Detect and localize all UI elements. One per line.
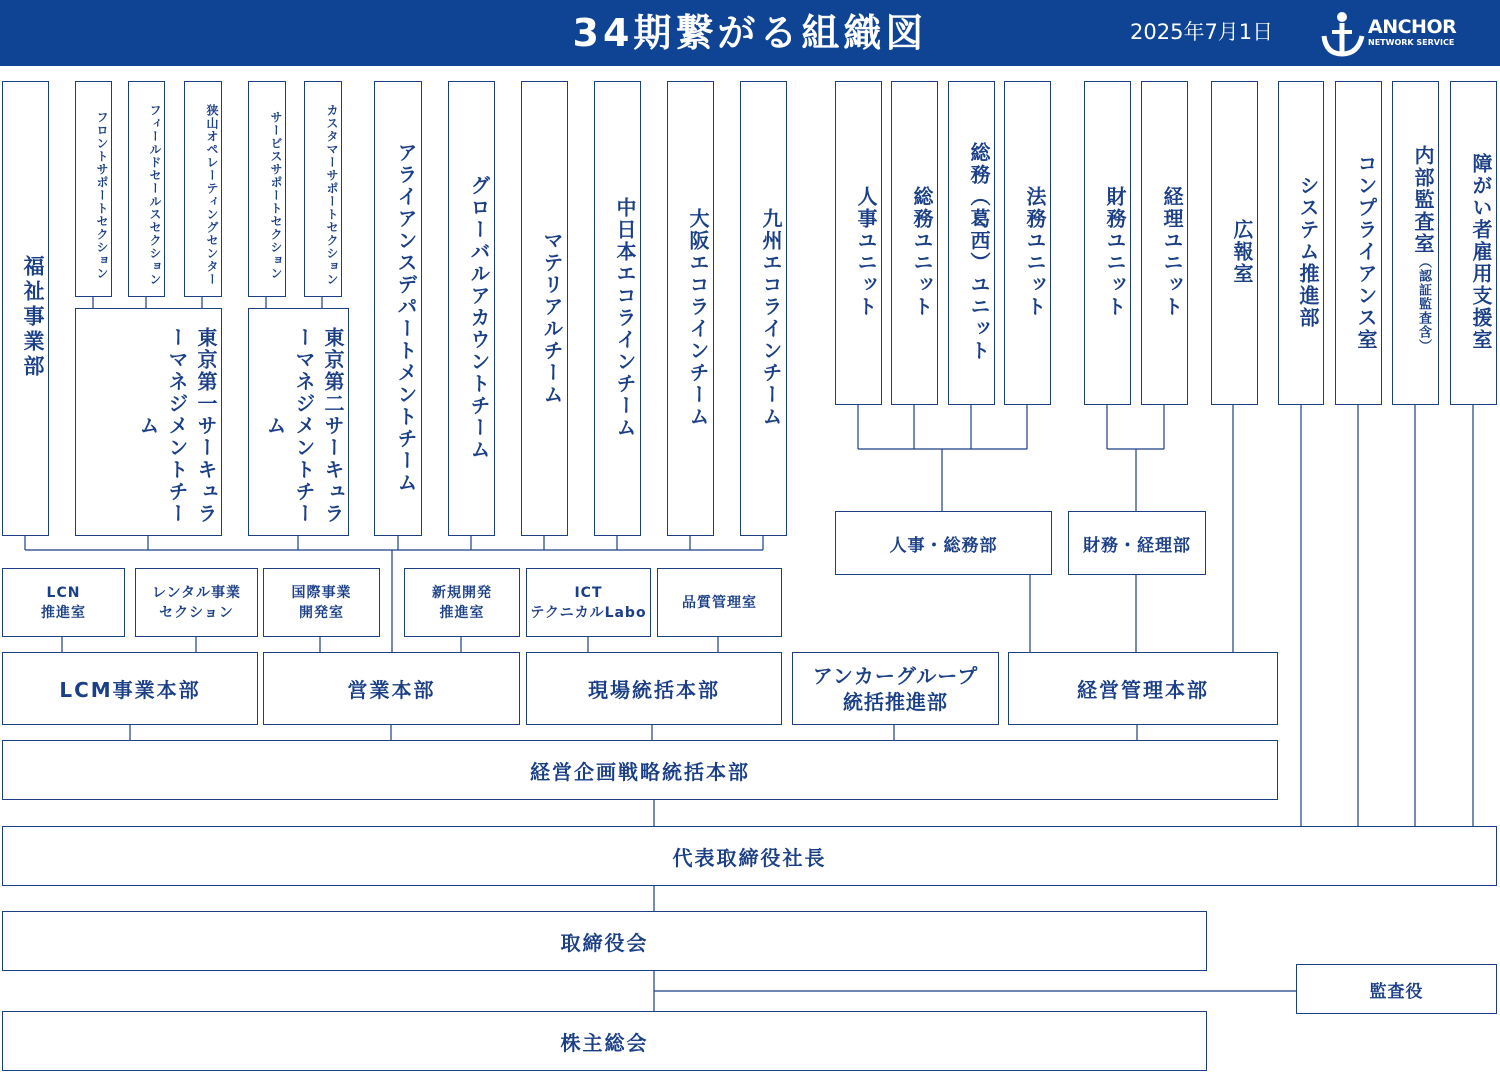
board-box: 取締役会 xyxy=(2,911,1207,971)
dept-zaimu-keiri: 財務・経理部 xyxy=(1068,511,1206,575)
unit-field-sales: フィールドセールスセクション xyxy=(128,81,165,297)
dept-rental: レンタル事業 セクション xyxy=(135,568,258,637)
division-keiei-kanri: 経営管理本部 xyxy=(1008,652,1278,725)
unit-internal-audit: 内部監査室︵認証監査含︶ xyxy=(1392,81,1439,405)
division-eigyo: 営業本部 xyxy=(263,652,520,725)
dept-shinki: 新規開発 推進室 xyxy=(404,568,520,637)
unit-alliance: アライアンスデパートメントチーム xyxy=(374,81,422,536)
unit-kyushu: 九州エコラインチーム xyxy=(740,81,787,536)
unit-jinji: 人事ユニット xyxy=(835,81,882,405)
shareholders-box: 株主総会 xyxy=(2,1011,1207,1071)
logo-word: ANCHOR xyxy=(1368,16,1457,38)
unit-disability: 障がい者雇用支援室 xyxy=(1450,81,1497,405)
dept-jinji-somu: 人事・総務部 xyxy=(835,511,1052,575)
unit-front-support: フロントサポートセクション xyxy=(75,81,112,297)
unit-system: システム推進部 xyxy=(1278,81,1324,405)
dept-kokusai: 国際事業 開発室 xyxy=(263,568,380,637)
unit-fukushi: 福祉事業部 xyxy=(2,81,49,536)
unit-customer-support: カスタマーサポートセクション xyxy=(304,81,342,297)
unit-kouhou: 広報室 xyxy=(1211,81,1258,405)
unit-keiri: 経理ユニット xyxy=(1141,81,1188,405)
date-label: 2025年7月1日 xyxy=(1130,20,1274,44)
page-title: 34期繋がる組織図 xyxy=(572,11,928,55)
unit-global: グローバルアカウントチーム xyxy=(448,81,495,536)
unit-zaimu: 財務ユニット xyxy=(1084,81,1131,405)
unit-compliance: コンプライアンス室 xyxy=(1335,81,1382,405)
unit-houmu: 法務ユニット xyxy=(1004,81,1051,405)
unit-tokyo2: 東京第二サーキュラーマネジメントチーム xyxy=(248,308,349,536)
logo-subtitle: NETWORK SERVICE xyxy=(1368,38,1455,47)
division-genba: 現場統括本部 xyxy=(526,652,782,725)
division-keiei-kikaku: 経営企画戦略統括本部 xyxy=(2,740,1278,800)
dept-ict: ICT テクニカルLabo xyxy=(526,568,651,637)
division-lcm: LCM事業本部 xyxy=(2,652,258,725)
unit-tokyo1: 東京第一サーキュラーマネジメントチーム xyxy=(75,308,222,536)
auditor-box: 監査役 xyxy=(1296,964,1497,1014)
unit-chubu: 中日本エコラインチーム xyxy=(594,81,641,536)
unit-sayama-ops: 狭山オペレーティングセンター xyxy=(184,81,222,297)
unit-somu-kasai: 総務︵葛西︶ユニット xyxy=(948,81,995,405)
division-anchor-group: アンカーグループ 統括推進部 xyxy=(792,652,999,725)
unit-somu: 総務ユニット xyxy=(891,81,938,405)
unit-service-support: サービスサポートセクション xyxy=(248,81,286,297)
president-box: 代表取締役社長 xyxy=(2,826,1497,886)
unit-material: マテリアルチーム xyxy=(521,81,568,536)
unit-osaka: 大阪エコラインチーム xyxy=(667,81,714,536)
dept-lcn: LCN 推進室 xyxy=(2,568,125,637)
dept-hinshitsu: 品質管理室 xyxy=(657,568,782,637)
